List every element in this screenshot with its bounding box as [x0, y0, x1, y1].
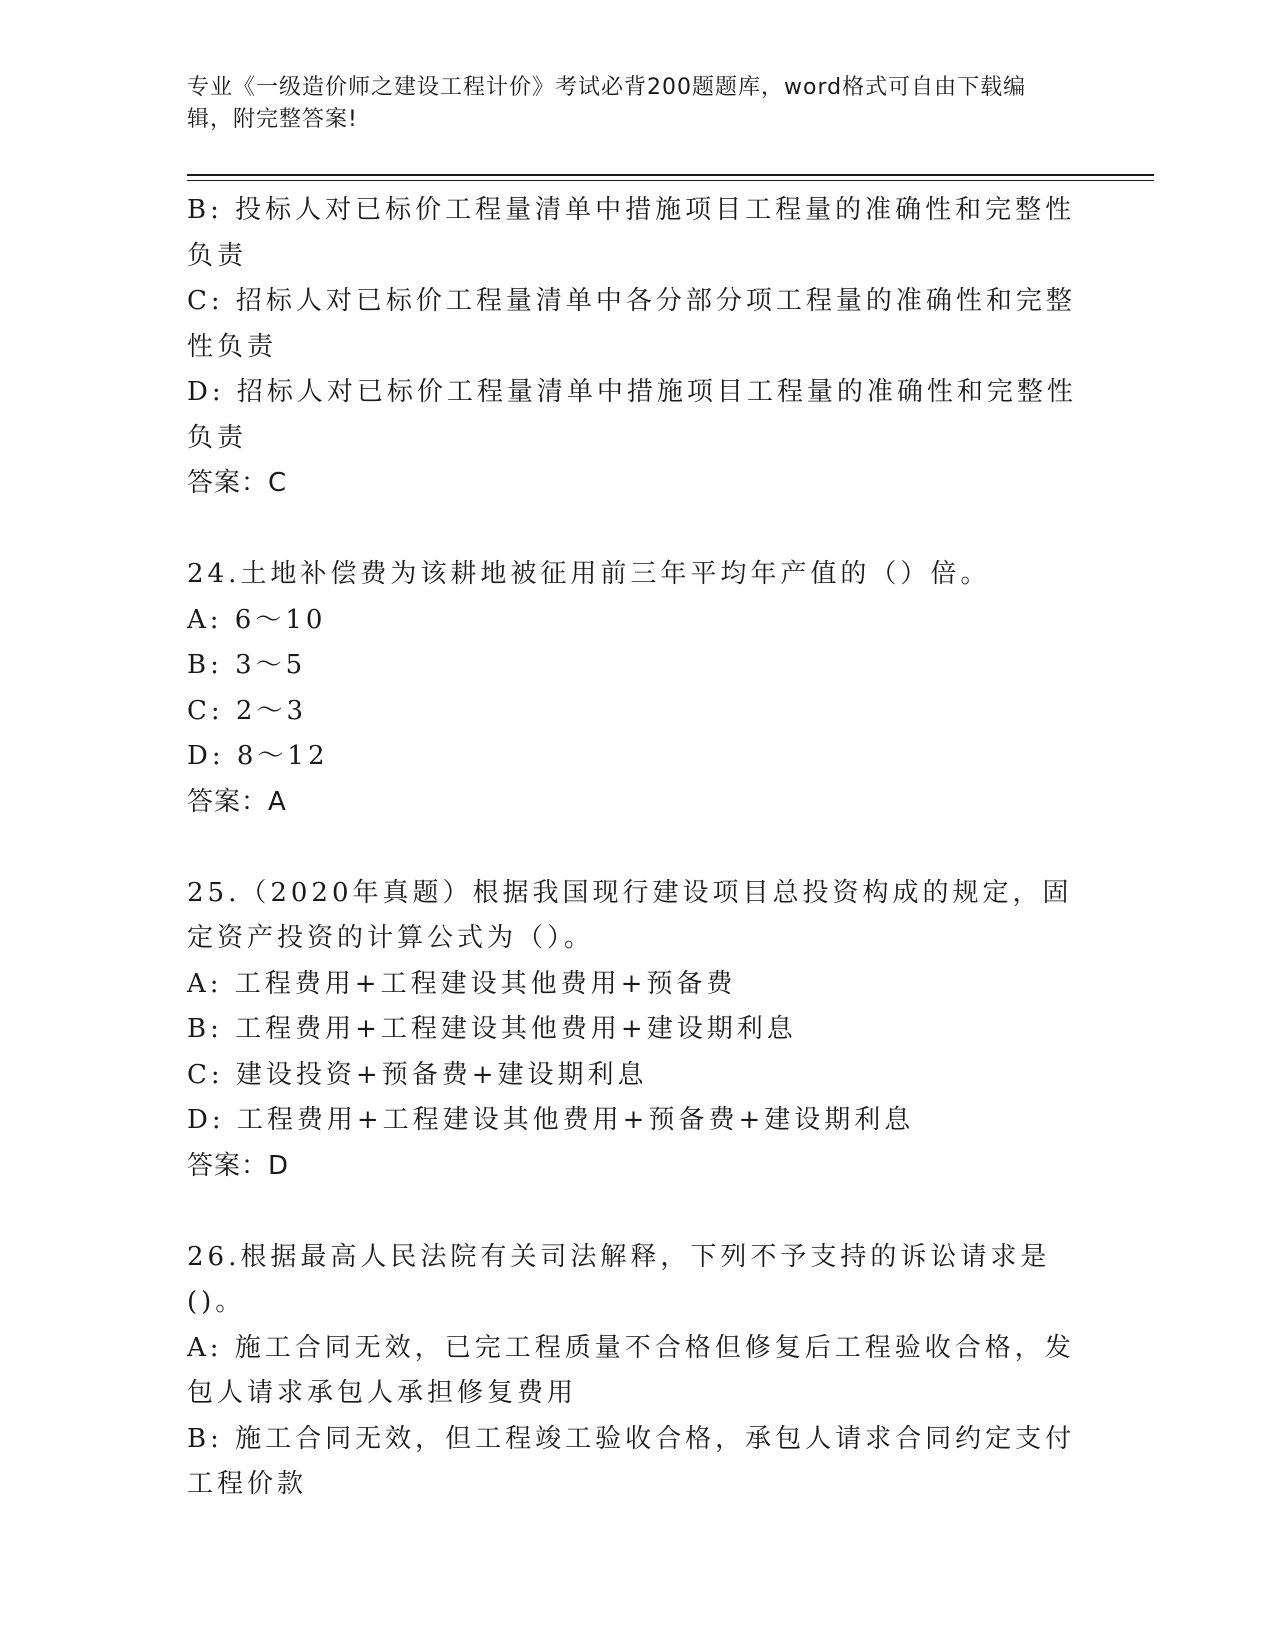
option-c: C: 建设投资+预备费+建设期利息: [187, 1059, 648, 1090]
answer-label: 答案：D: [187, 1150, 290, 1181]
option-b: B: 工程费用+工程建设其他费用+建设期利息: [187, 1014, 797, 1044]
option-d: D: 工程费用+工程建设其他费用+预备费+建设期利息: [187, 1105, 915, 1135]
option-d: D: 招标人对已标价工程量清单中措施项目工程量的准确性和完整性负责: [187, 377, 1077, 453]
question-block-26: [187, 1235, 1077, 1508]
block-spacer: [187, 1189, 1077, 1235]
option-d: D: 8～12: [187, 741, 329, 771]
header-title: 专业《一级造价师之建设工程计价》考试必背200题题库，word格式可自由下载编辑，附完整答案!: [187, 75, 1027, 132]
answer-label: 答案：C: [187, 468, 288, 498]
question-block-25: [187, 871, 1077, 1190]
header-divider-thick: [187, 174, 1154, 176]
header-divider-thin: [187, 180, 1154, 181]
question-block-23: [187, 188, 1077, 507]
question-list: [187, 188, 1077, 1508]
option-a: A: 工程费用+工程建设其他费用+预备费: [187, 968, 737, 999]
answer-label: 答案：A: [187, 786, 287, 817]
option-c: C: 招标人对已标价工程量清单中各分部分项工程量的准确性和完整性负责: [187, 286, 1076, 362]
question-text: 25.（2020年真题）根据我国现行建设项目总投资构成的规定，固定资产投资的计算公式为（）。: [187, 877, 1073, 953]
block-spacer: [187, 825, 1077, 871]
document-header: [187, 72, 1067, 136]
option-c: C: 2～3: [187, 695, 308, 726]
option-a: A: 施工合同无效，已完工程质量不合格但修复后工程验收合格，发包人请求承包人承担修复费用: [187, 1332, 1075, 1408]
block-spacer: [187, 507, 1077, 553]
option-a: A: 6～10: [187, 604, 327, 635]
option-b: B: 3～5: [187, 650, 307, 680]
option-b: B: 施工合同无效，但工程竣工验收合格，承包人请求合同约定支付工程价款: [187, 1423, 1076, 1499]
question-text: 26.根据最高人民法院有关司法解释，下列不予支持的诉讼请求是()。: [187, 1241, 1051, 1317]
question-block-24: [187, 552, 1077, 825]
question-text: 24.土地补偿费为该耕地被征用前三年平均年产值的（）倍。: [187, 559, 991, 589]
option-b: B: 投标人对已标价工程量清单中措施项目工程量的准确性和完整性负责: [187, 195, 1076, 271]
